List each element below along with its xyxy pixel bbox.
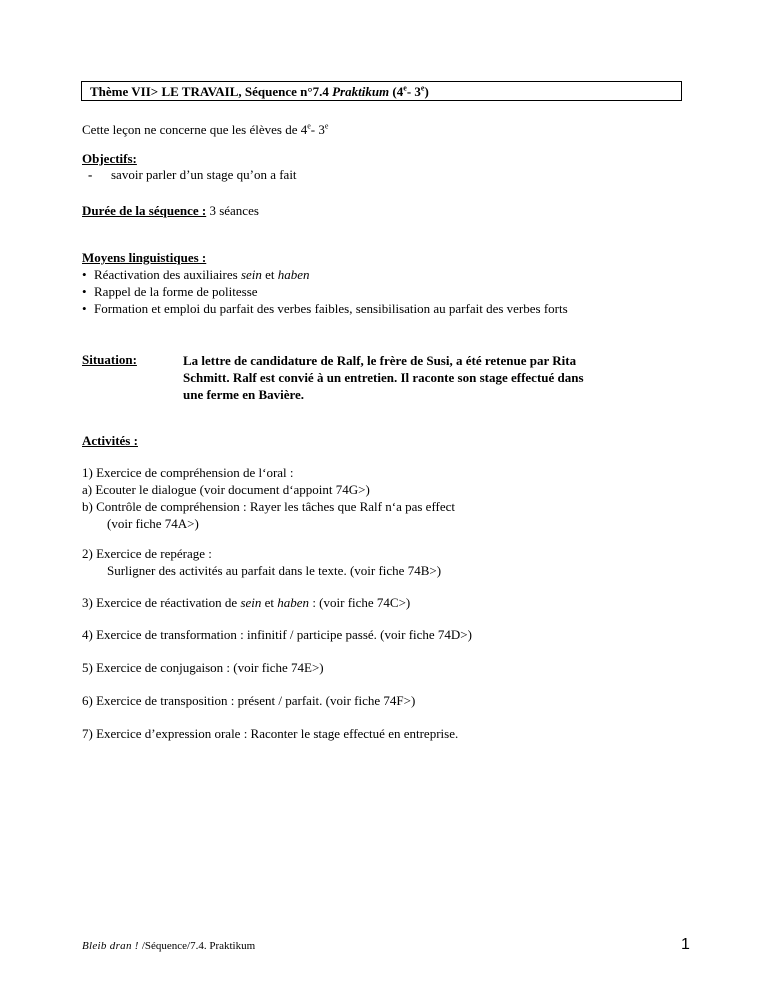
activity-4: 4) Exercice de transformation : infinitif / participe passé. (voir fiche 74D>) [82, 627, 472, 642]
title-level: ) [424, 84, 429, 99]
page-footer [82, 940, 255, 952]
intro-sup: e [324, 121, 329, 131]
linguistic-item-1 [82, 267, 310, 283]
objectives-item [88, 167, 297, 183]
linguistic-heading: Moyens linguistiques : [82, 250, 207, 265]
linguistic-item-3 [82, 301, 568, 317]
footer-path: /Séquence/7.4. Praktikum [141, 940, 256, 952]
activity-5: 5) Exercice de conjugaison : (voir fiche 74E>) [82, 660, 324, 675]
item-text: Réactivation des auxiliaires [94, 267, 241, 282]
item-italic: sein [240, 267, 262, 282]
footer-italic: Bleib dran ! [82, 940, 142, 952]
title-sup: e [403, 83, 407, 93]
activity-2: 2) Exercice de repérage : [82, 546, 212, 561]
activity-text: : (voir fiche 74C>) [309, 595, 411, 610]
objectives-heading: Objectifs: [82, 151, 137, 166]
activity-italic: haben [277, 595, 310, 610]
situation-line: une ferme en Bavière. [183, 387, 305, 402]
situation-heading: Situation: [82, 352, 137, 367]
activity-1: 1) Exercice de compréhension de l‘oral : [82, 465, 294, 480]
intro-text: - 3 [310, 122, 325, 137]
activity-italic: sein [240, 595, 262, 610]
sequence-title-box [81, 81, 682, 101]
bullet-marker: • [82, 284, 87, 299]
activity-7: 7) Exercice d’expression orale : Raconter le stage effectué en entreprise. [82, 726, 459, 741]
duration-heading: Durée de la séquence : [82, 203, 207, 218]
item-text: Formation et emploi du parfait des verbes faibles, sensibilisation au parfait des verbes forts [94, 301, 568, 316]
activity-1a: a) Ecouter le dialogue (voir document d‘appoint 74G>) [82, 482, 370, 497]
activity-6: 6) Exercice de transposition : présent / parfait. (voir fiche 74F>) [82, 693, 416, 708]
intro-line [82, 122, 328, 138]
objective-text: savoir parler d’un stage qu’on a fait [111, 167, 297, 182]
title-level: - 3 [406, 84, 421, 99]
bullet-marker: • [82, 301, 87, 316]
title-level: (4 [389, 84, 404, 99]
duration-value: 3 séances [206, 203, 259, 218]
activity-text: et [261, 595, 278, 610]
situation-line: La lettre de candidature de Ralf, le frère de Susi, a été retenue par Rita [183, 353, 577, 368]
intro-text: Cette leçon ne concerne que les élèves de 4 [82, 122, 308, 137]
activity-2-detail: Surligner des activités au parfait dans le texte. (voir fiche 74B>) [107, 563, 442, 578]
activities-heading: Activités : [82, 433, 138, 448]
intro-sup: e [307, 121, 311, 131]
situation-text [183, 352, 584, 403]
bullet-marker: • [82, 267, 87, 282]
dash-marker: - [88, 167, 93, 182]
item-text: et [261, 267, 278, 282]
title-main: Thème VII> LE TRAVAIL, Séquence n°7.4 [90, 84, 333, 99]
activity-text: 3) Exercice de réactivation de [82, 595, 241, 610]
activity-1b: b) Contrôle de compréhension : Rayer les tâches que Ralf n‘a pas effect [82, 499, 456, 514]
title-italic: Praktikum [332, 84, 390, 99]
activity-1b-ref: (voir fiche 74A>) [107, 516, 199, 531]
title-sup: e [420, 83, 425, 93]
activity-3 [82, 595, 410, 611]
page-number: 1 [681, 936, 690, 953]
duration-line [82, 203, 259, 219]
linguistic-item-2 [82, 284, 258, 300]
item-text: Rappel de la forme de politesse [94, 284, 258, 299]
situation-line: Schmitt. Ralf est convié à un entretien. Il raconte son stage effectué dans [183, 370, 584, 385]
item-italic: haben [277, 267, 310, 282]
